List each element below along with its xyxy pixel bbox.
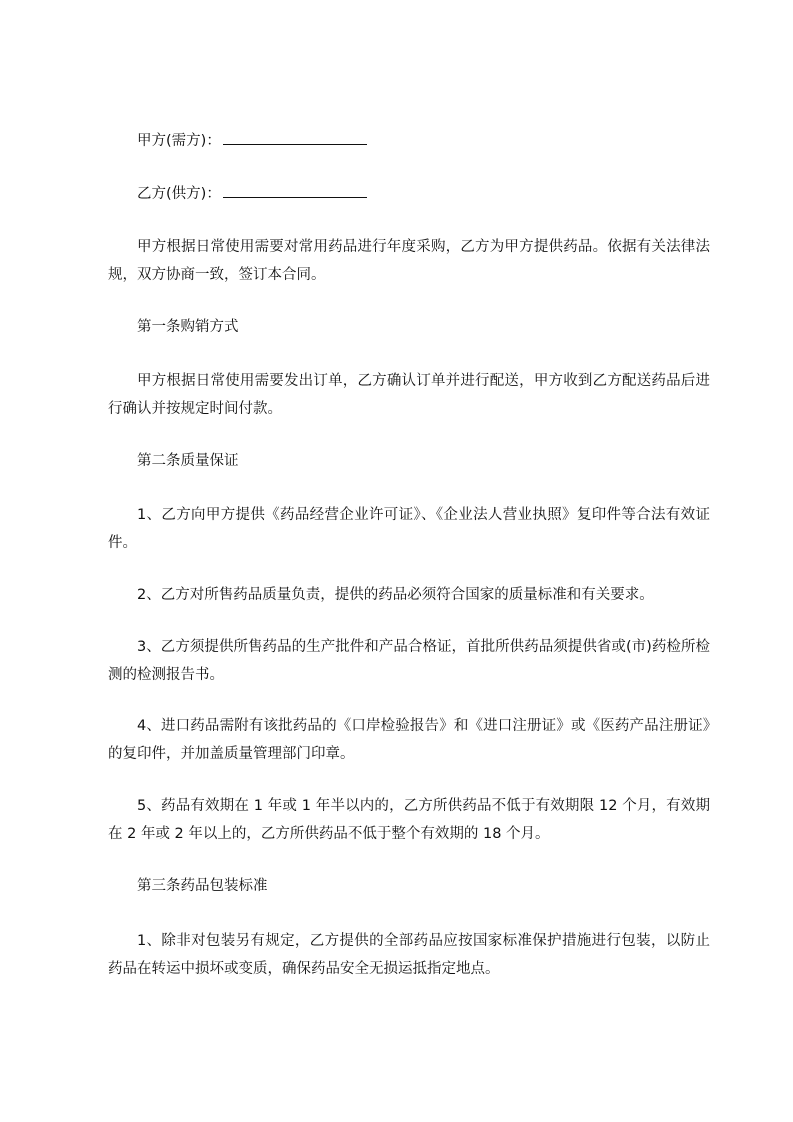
party-a-label: 甲方(需方)： [137,133,221,149]
article2-item-1: 1、乙方向甲方提供《药品经营企业许可证》、《企业法人营业执照》复印件等合法有效证件。 [108,507,710,551]
intro-paragraph: 甲方根据日常使用需要对常用药品进行年度采购，乙方为甲方提供药品。依据有关法律法规，双方协商一致，签订本合同。 [108,239,710,283]
party-b-line [108,180,739,208]
party-a-line [108,127,739,155]
article2-item-5: 5、药品有效期在 1 年或 1 年半以内的，乙方所供药品不低于有效期限 12 个月，有效期在 2 年或 2 年以上的，乙方所供药品不低于整个有效期的 18 个月。 [108,798,710,842]
party-a-blank[interactable] [223,128,367,145]
article3-title: 第三条药品包装标准 [137,878,268,894]
party-b-blank[interactable] [223,181,367,198]
article3-item-1: 1、除非对包装另有规定，乙方提供的全部药品应按国家标准保护措施进行包装，以防止药品在转运中损坏或变质，确保药品安全无损运抵指定地点。 [108,933,710,977]
party-b-label: 乙方(供方)： [137,186,221,202]
article1-paragraph: 甲方根据日常使用需要发出订单，乙方确认订单并进行配送，甲方收到乙方配送药品后进行确认并按规定时间付款。 [108,373,710,417]
article2-item-2: 2、乙方对所售药品质量负责，提供的药品必须符合国家的质量标准和有关要求。 [137,587,654,603]
article2-item-3: 3、乙方须提供所售药品的生产批件和产品合格证，首批所供药品须提供省或(市)药检所检测的检测报告书。 [108,639,710,683]
article2-item-4: 4、进口药品需附有该批药品的《口岸检验报告》和《进口注册证》或《医药产品注册证》的复印件，并加盖质量管理部门印章。 [108,718,710,762]
article1-title: 第一条购销方式 [137,319,239,335]
article2-title: 第二条质量保证 [137,453,239,469]
